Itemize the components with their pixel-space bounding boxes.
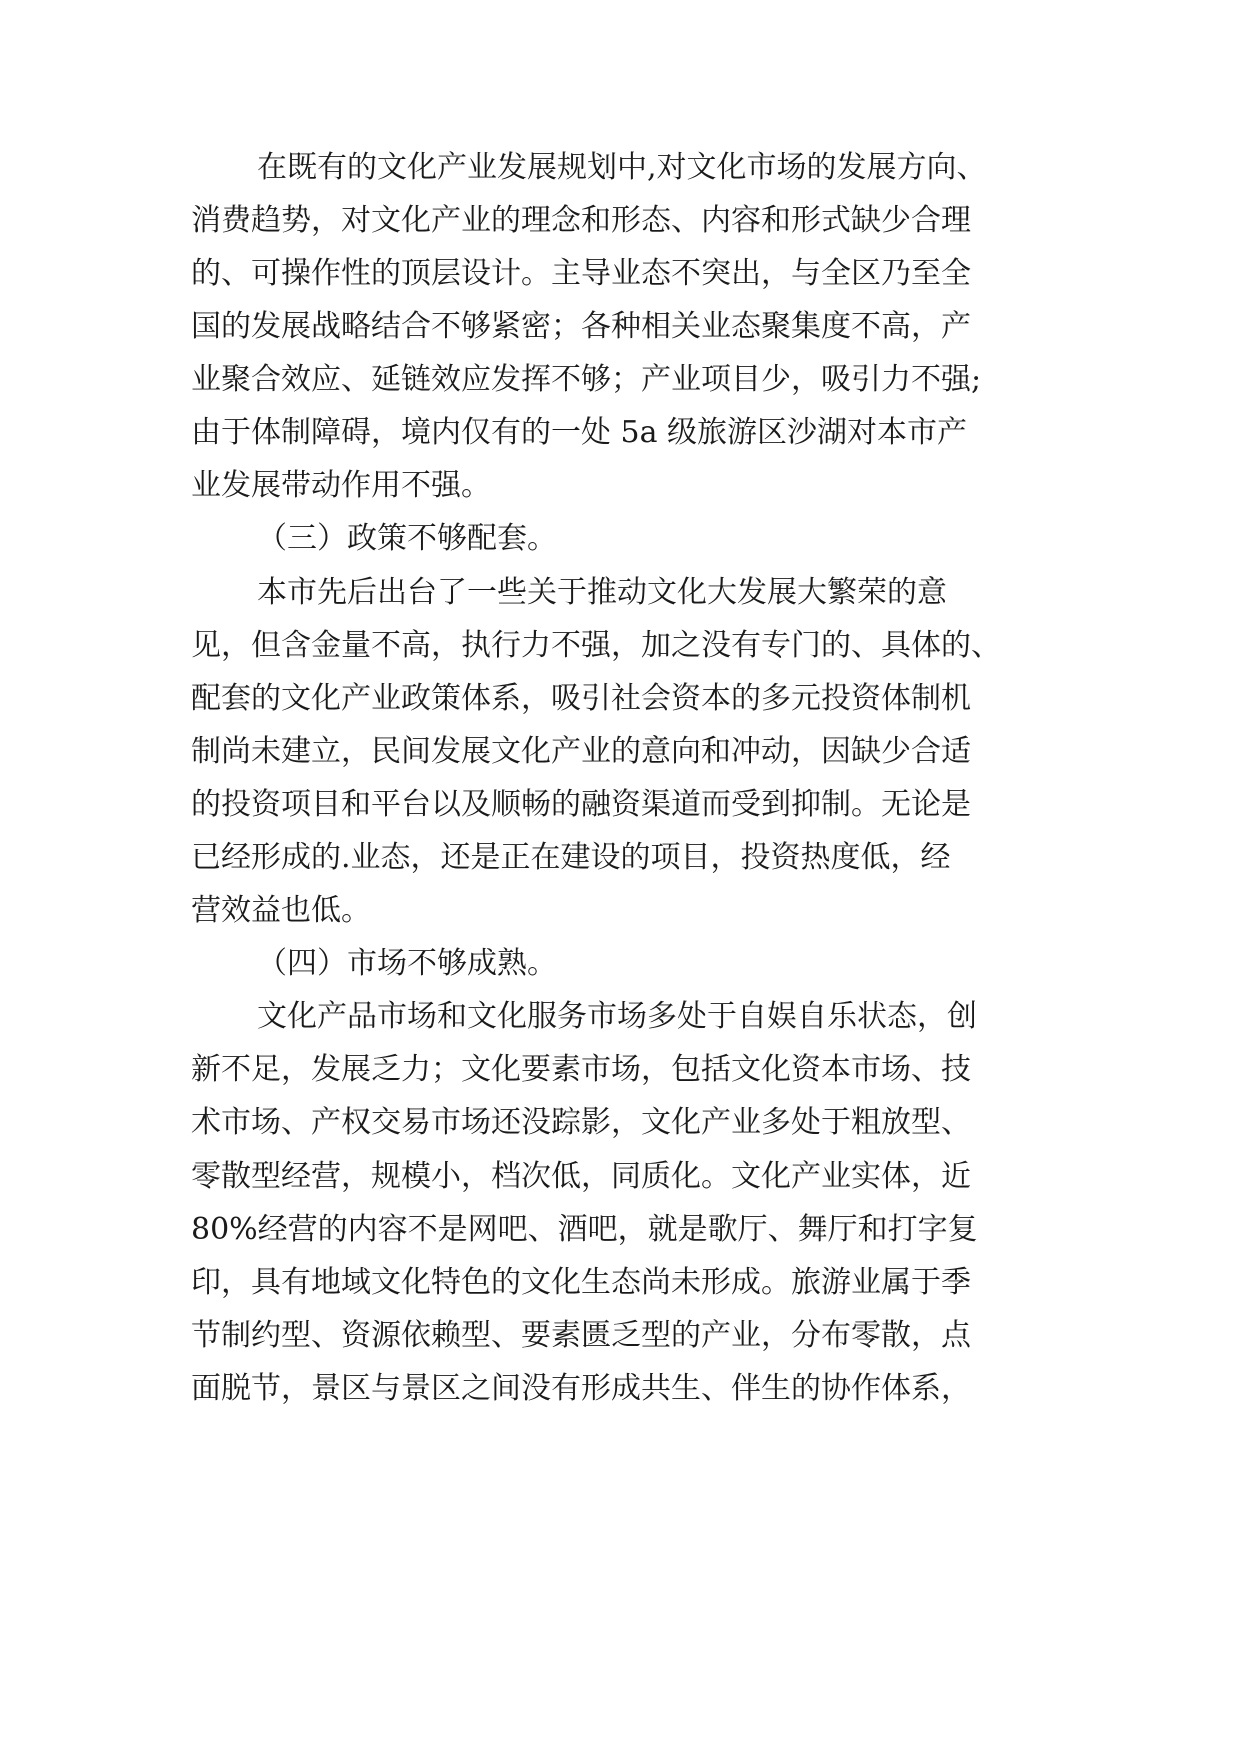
paragraph-line: 面脱节，景区与景区之间没有形成共生、伴生的协作体系，: [191, 1371, 971, 1406]
paragraph-line: 由于体制障碍，境内仅有的一处 5a 级旅游区沙湖对本市产: [191, 415, 968, 450]
paragraph-line: 消费趋势，对文化产业的理念和形态、内容和形式缺少合理: [191, 203, 971, 238]
paragraph-line: 节制约型、资源依赖型、要素匮乏型的产业，分布零散，点: [191, 1318, 971, 1353]
section-heading: （三）政策不够配套。: [257, 521, 557, 556]
paragraph-line: 印，具有地域文化特色的文化生态尚未形成。旅游业属于季: [191, 1265, 971, 1300]
paragraph-line: 80%经营的内容不是网吧、酒吧，就是歌厅、舞厅和打字复: [191, 1212, 978, 1247]
paragraph-line: 营效益也低。: [191, 893, 371, 928]
section-heading: （四）市场不够成熟。: [257, 946, 557, 981]
paragraph-line: 术市场、产权交易市场还没踪影，文化产业多处于粗放型、: [191, 1105, 971, 1140]
paragraph-line: 新不足，发展乏力；文化要素市场，包括文化资本市场、技: [191, 1052, 971, 1087]
paragraph-line: 本市先后出台了一些关于推动文化大发展大繁荣的意: [257, 575, 947, 610]
paragraph-line: 已经形成的.业态，还是正在建设的项目，投资热度低，经: [191, 840, 951, 875]
paragraph-line: 国的发展战略结合不够紧密；各种相关业态聚集度不高，产: [191, 309, 971, 344]
paragraph-line: 文化产品市场和文化服务市场多处于自娱自乐状态，创: [257, 999, 977, 1034]
paragraph-line: 见，但含金量不高，执行力不强，加之没有专门的、具体的、: [191, 628, 1001, 663]
paragraph-line: 的投资项目和平台以及顺畅的融资渠道而受到抑制。无论是: [191, 787, 971, 822]
paragraph-line: 业聚合效应、延链效应发挥不够；产业项目少，吸引力不强;: [191, 362, 982, 397]
paragraph-line: 的、可操作性的顶层设计。主导业态不突出，与全区乃至全: [191, 256, 971, 291]
paragraph-line: 在既有的文化产业发展规划中,对文化市场的发展方向、: [257, 150, 987, 185]
paragraph-line: 零散型经营，规模小，档次低，同质化。文化产业实体，近: [191, 1159, 971, 1194]
paragraph-line: 配套的文化产业政策体系，吸引社会资本的多元投资体制机: [191, 681, 971, 716]
paragraph-line: 制尚未建立，民间发展文化产业的意向和冲动，因缺少合适: [191, 734, 971, 769]
paragraph-line: 业发展带动作用不强。: [191, 468, 491, 503]
